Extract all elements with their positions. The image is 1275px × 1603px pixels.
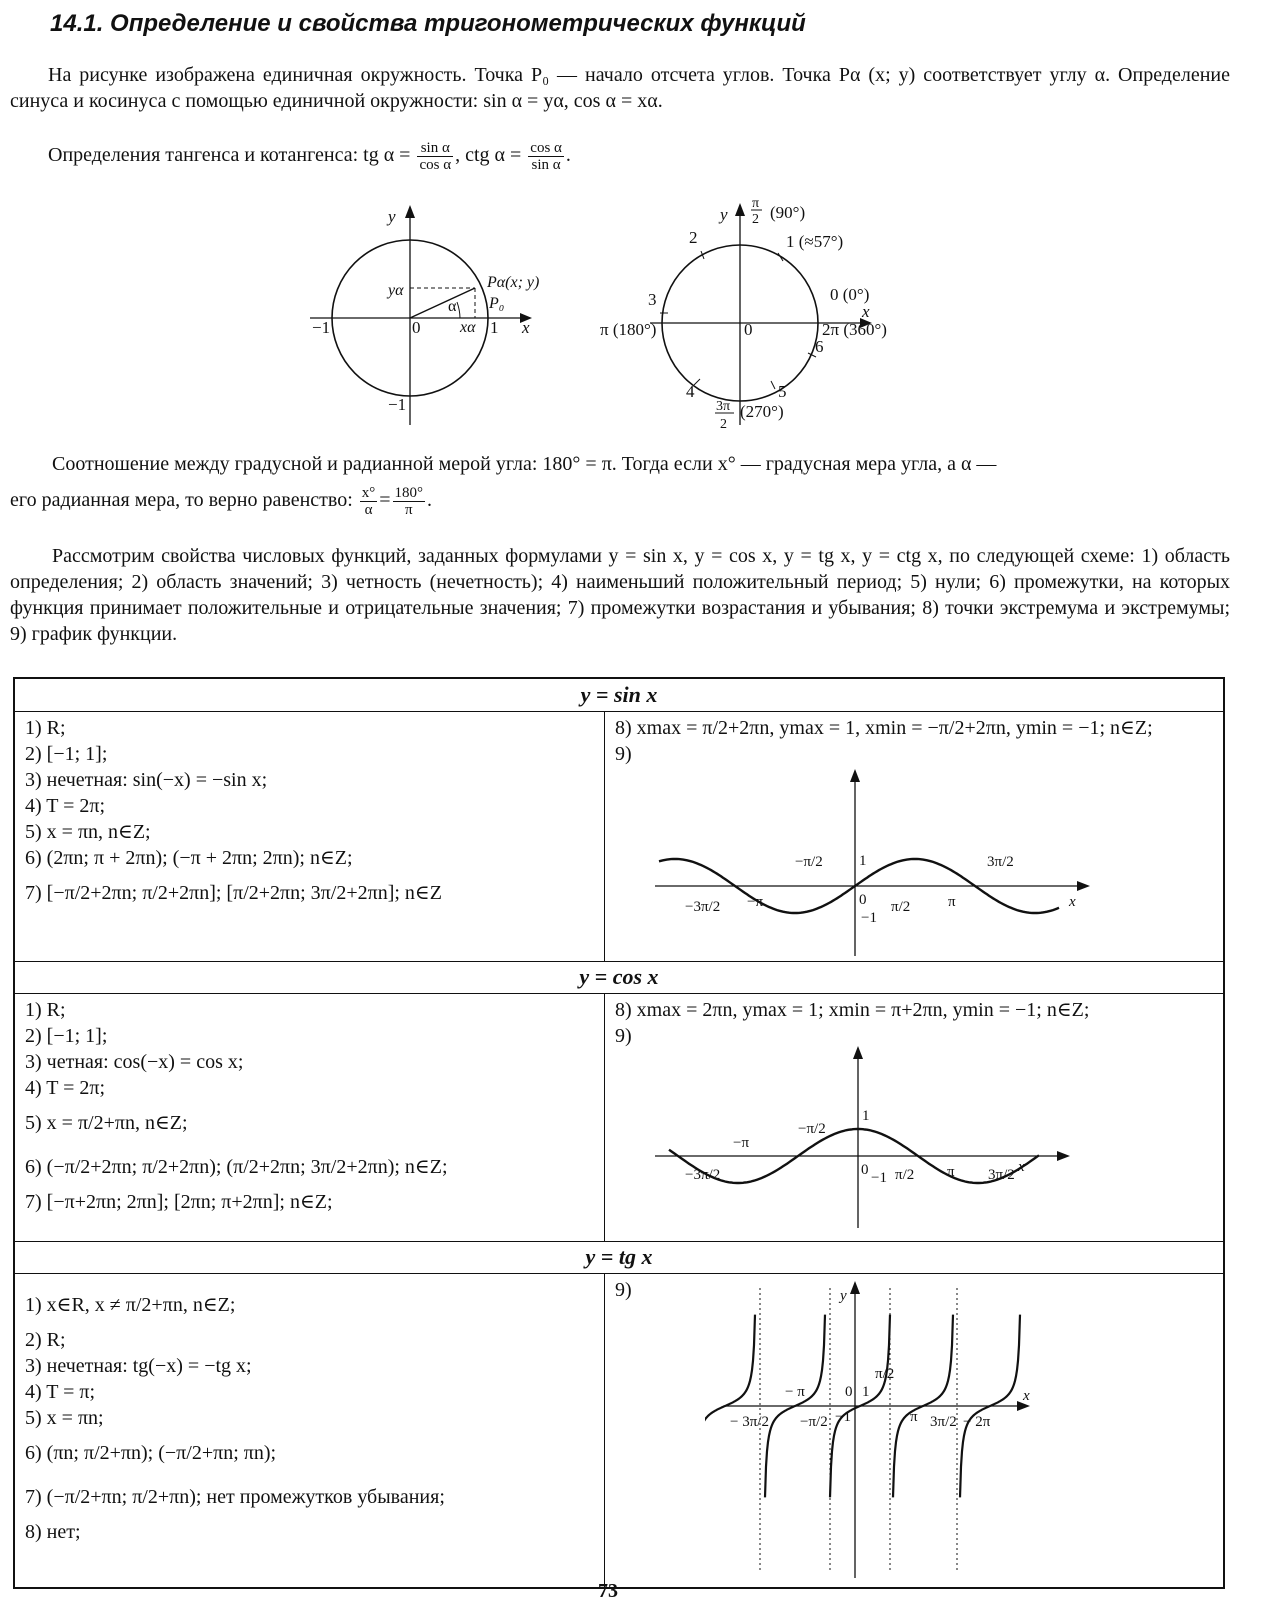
functions-table xyxy=(13,677,1225,1589)
c2-label5: 5 xyxy=(778,382,787,401)
intro-paragraph-2: Определения тангенса и котангенса: tg α = $\frac{\text{sin α}}{\text{cos α}}$ , ctg α = $\frac{\text{cos α}}{\text{sin α}}$ . xyxy=(48,140,571,173)
c2-x: x xyxy=(862,302,870,321)
tg-header: y = tg x xyxy=(15,1241,1223,1274)
c1-p0: P₀ xyxy=(489,295,505,312)
intro-paragraph-1: На рисунке изображена единичная окружность. Точка P₀ — начало отсчета углов. Точка Pα (x; y) соответствует углу α. Определение синуса и косинуса с помощью единичной окружности: sin α = yα, cos α = xα. xyxy=(10,64,1230,112)
c2-left: π (180°) xyxy=(600,320,657,339)
c1-yminus1: −1 xyxy=(388,395,407,414)
c2-label6: 6 xyxy=(815,337,824,356)
sin-g-m3pi2: −3π/2 xyxy=(685,899,721,915)
sin-g-3pi2: 3π/2 xyxy=(987,854,1014,870)
sin-p4: 4) T = 2π; xyxy=(25,795,106,817)
sin-g-mpi: −π xyxy=(747,894,764,910)
tg-p9: 9) xyxy=(615,1279,632,1301)
c2-right2pi: 2π (360°) xyxy=(822,320,887,339)
tg-g-m2pi: − 2π xyxy=(963,1414,991,1430)
relation-line-2: его радианная мера, то верно равенство: $\frac{x^\circ}{\alpha}$ = $\frac{180^\circ}{\pi}$ . xyxy=(10,485,433,518)
frac-alpha: α xyxy=(364,502,373,518)
ctg-label: , ctg α = xyxy=(455,144,522,167)
tg-p1: 1) x∈R, x ≠ π/2+πn, n∈Z; xyxy=(25,1294,236,1316)
sin-p3: 3) нечетная: sin(−x) = −sin x; xyxy=(25,769,268,791)
tg-g-mpi: − π xyxy=(785,1384,805,1400)
tg-g-zero: 0 xyxy=(845,1384,853,1400)
tg-g-m3pi2: − 3π/2 xyxy=(730,1414,769,1430)
sin-g-x: x xyxy=(1069,894,1076,910)
sin-graph xyxy=(655,766,1115,956)
tg-p3: 3) нечетная: tg(−x) = −tg x; xyxy=(25,1355,252,1377)
sin-g-mpi2: −π/2 xyxy=(795,854,823,870)
tg-label: tg α = xyxy=(363,144,411,167)
tg-g-x: x xyxy=(1023,1388,1030,1404)
sin-g-zero: 0 xyxy=(859,892,867,908)
sin-header: y = sin x xyxy=(15,679,1223,712)
c1-one: 1 xyxy=(490,318,499,337)
c2-zero: 0 xyxy=(744,320,753,339)
ctg-num: cos α xyxy=(530,140,562,156)
c2-y: y xyxy=(720,205,728,224)
tg-g-pi: π xyxy=(910,1409,918,1425)
c1-zero: 0 xyxy=(412,318,421,337)
c2-label4: 4 xyxy=(686,382,695,401)
ctg-den: sin α xyxy=(531,157,561,173)
tg-p4: 4) T = π; xyxy=(25,1381,96,1403)
sin-p1: 1) R; xyxy=(25,717,66,739)
sin-g-pi2: π/2 xyxy=(891,899,911,915)
sin-p5: 5) x = πn, n∈Z; xyxy=(25,821,151,843)
tg-ctg-prefix: Определения тангенса и котангенса: xyxy=(48,144,359,167)
cos-p6: 6) (−π/2+2πn; π/2+2πn); (π/2+2πn; 3π/2+2πn); n∈Z; xyxy=(25,1156,448,1178)
tg-g-mpi2: −π/2 xyxy=(800,1414,828,1430)
tg-graph-cell xyxy=(605,1273,1223,1587)
c1-x: x xyxy=(522,318,530,337)
tg-g-3pi2: 3π/2 xyxy=(930,1414,957,1430)
relation-frac-left xyxy=(360,485,378,518)
tg-den: cos α xyxy=(419,157,452,173)
tg-p7: 7) (−π/2+πn; π/2+πn); нет промежутков убывания; xyxy=(25,1486,445,1508)
cos-graph xyxy=(655,1043,1115,1233)
c2-label1: 1 (≈57°) xyxy=(786,232,844,251)
tg-properties xyxy=(15,1273,605,1587)
c1-y: y xyxy=(388,207,396,226)
sin-g-pi: π xyxy=(948,894,956,910)
cos-p9: 9) xyxy=(615,1025,632,1047)
cos-p7: 7) [−π+2πn; 2πn]; [2πn; π+2πn]; n∈Z; xyxy=(25,1191,333,1213)
tg-g-y: y xyxy=(840,1288,847,1304)
cos-g-mpi: −π xyxy=(733,1135,750,1151)
cos-p2: 2) [−1; 1]; xyxy=(25,1025,108,1047)
c2-two-bottom: 2 xyxy=(720,417,727,432)
c1-xa: xα xyxy=(460,319,476,336)
sin-p2: 2) [−1; 1]; xyxy=(25,743,108,765)
c2-top-deg: (90°) xyxy=(770,203,806,222)
cos-g-m3pi2: −3π/2 xyxy=(685,1167,721,1183)
cos-g-mpi2: −π/2 xyxy=(798,1121,826,1137)
c2-right0: 0 (0°) xyxy=(830,285,870,304)
tg-p2: 2) R; xyxy=(25,1329,66,1351)
tg-p6: 6) (πn; π/2+πn); (−π/2+πn; πn); xyxy=(25,1442,277,1464)
cos-p5: 5) x = π/2+πn, n∈Z; xyxy=(25,1112,188,1134)
cos-p4: 4) T = 2π; xyxy=(25,1077,106,1099)
cos-graph-cell xyxy=(605,993,1223,1241)
cos-p1: 1) R; xyxy=(25,999,66,1021)
tg-num: sin α xyxy=(417,140,453,157)
c2-three-pi: 3π xyxy=(716,399,731,414)
relation-frac-right xyxy=(393,485,426,518)
cos-p8: 8) xmax = 2πn, ymax = 1; xmin = π+2πn, ymin = −1; n∈Z; xyxy=(615,999,1090,1021)
c2-label2: 2 xyxy=(689,228,698,247)
sin-p6: 6) (2πn; π + 2πn); (−π + 2πn; 2πn); n∈Z; xyxy=(25,847,353,869)
ctg-fraction xyxy=(528,140,564,173)
sin-p9: 9) xyxy=(615,743,632,765)
c1-ya: yα xyxy=(388,282,404,299)
c2-label3: 3 xyxy=(648,290,657,309)
tg-fraction xyxy=(417,140,453,173)
cos-g-zero: 0 xyxy=(861,1162,869,1178)
sin-g-mone: −1 xyxy=(861,910,877,926)
cos-header: y = cos x xyxy=(15,961,1223,994)
c2-bottom-deg: (270°) xyxy=(740,402,784,421)
cos-g-one: 1 xyxy=(862,1108,870,1124)
cos-p3: 3) четная: cos(−x) = cos x; xyxy=(25,1051,244,1073)
sin-p7: 7) [−π/2+2πn; π/2+2πn]; [π/2+2πn; 3π/2+2πn]; n∈Z xyxy=(25,882,442,904)
page-title: 14.1. Определение и свойства тригонометрических функций xyxy=(50,10,806,37)
sin-p8: 8) xmax = π/2+2πn, ymax = 1, xmin = −π/2+2πn, ymin = −1; n∈Z; xyxy=(615,717,1153,739)
cos-g-pi2: π/2 xyxy=(895,1167,915,1183)
cos-g-x: x xyxy=(1018,1159,1025,1175)
cos-g-pi: π xyxy=(947,1164,955,1180)
frac-180: 180° xyxy=(394,485,424,501)
cos-g-mone: −1 xyxy=(871,1170,887,1186)
relation-text: его радианная мера, то верно равенство: xyxy=(10,489,353,512)
tg-g-one: 1 xyxy=(862,1384,870,1400)
sin-g-one: 1 xyxy=(859,853,867,869)
tg-g-mone: −1 xyxy=(835,1409,851,1425)
c1-minus1: −1 xyxy=(312,318,331,337)
sin-graph-cell xyxy=(605,711,1223,961)
radian-circle-diagram xyxy=(600,195,920,435)
sin-properties xyxy=(15,711,605,961)
tg-g-pi2: π/2 xyxy=(875,1366,895,1382)
c1-alpha: α xyxy=(448,298,457,315)
properties-paragraph: Рассмотрим свойства числовых функций, заданных формулами y = sin x, y = cos x, y = tg x, y = ctg x, по следующей схеме: 1) область определения; 2) область значений; 3) четность (нечетность); 4) наименьший положительный период; 5) нули; 6) промежутки, на которых функция принимает положительные и отрицательные значения; 7) промежутки возрастания и убывания; 8) точки экстремума и экстремумы; 9) график функции. xyxy=(10,545,1230,645)
frac-xdeg: x° xyxy=(361,485,376,501)
c2-pi-top: π xyxy=(752,196,760,211)
page-number: 73 xyxy=(598,1580,618,1602)
c1-pa: Pα(x; y) xyxy=(487,274,540,291)
frac-pi: π xyxy=(405,502,413,518)
cos-g-3pi2: 3π/2 xyxy=(988,1167,1015,1183)
cos-properties xyxy=(15,993,605,1241)
tg-graph xyxy=(705,1278,1145,1578)
relation-line-1: Соотношение между градусной и радианной мерой угла: 180° = π. Тогда если x° — градусная мера угла, а α — xyxy=(52,453,997,475)
c2-two-top: 2 xyxy=(752,212,759,227)
tg-p5: 5) x = πn; xyxy=(25,1407,104,1429)
tg-p8: 8) нет; xyxy=(25,1521,81,1543)
unit-circle-diagram xyxy=(300,200,560,430)
